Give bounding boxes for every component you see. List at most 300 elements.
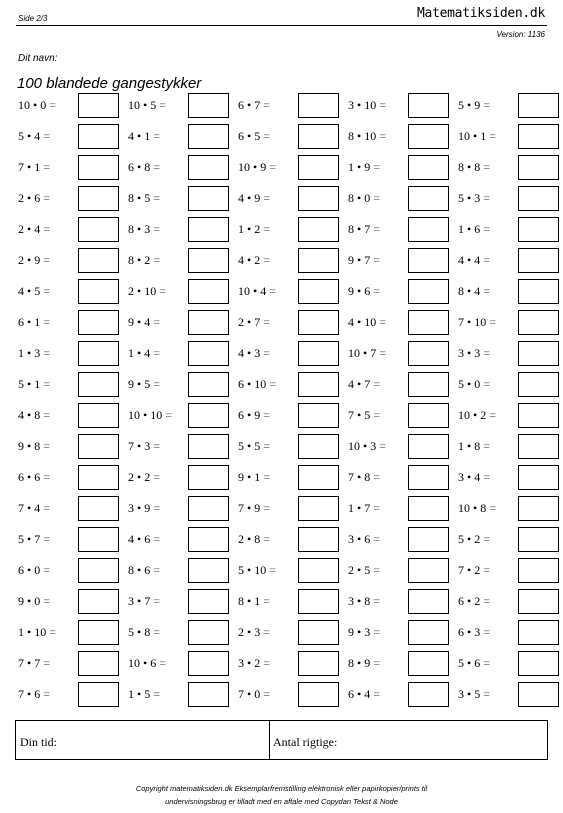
answer-box[interactable] [518, 155, 559, 180]
answer-box[interactable] [78, 403, 119, 428]
equals-sign: = [373, 532, 380, 546]
equals-sign: = [263, 439, 270, 453]
problem-text: 4 • 7 [348, 377, 371, 391]
equals-sign: = [263, 687, 270, 701]
equals-sign: = [43, 377, 50, 391]
equals-sign: = [263, 656, 270, 670]
equals-sign: = [43, 563, 50, 577]
problem-text: 8 • 6 [128, 563, 151, 577]
answer-box[interactable] [298, 527, 339, 552]
problem-expression [238, 253, 270, 268]
problem-text: 6 • 6 [18, 470, 41, 484]
problem-text: 4 • 10 [348, 315, 377, 329]
answer-box[interactable] [188, 217, 229, 242]
answer-box[interactable] [188, 279, 229, 304]
problem-expression [238, 222, 270, 237]
answer-box[interactable] [78, 186, 119, 211]
problem-expression [18, 98, 56, 113]
problem-text: 5 • 9 [458, 98, 481, 112]
equals-sign: = [153, 439, 160, 453]
problem-text: 10 • 0 [18, 98, 47, 112]
problem-expression [18, 594, 50, 609]
problem-expression [128, 408, 172, 423]
equals-sign: = [373, 625, 380, 639]
equals-sign: = [43, 129, 50, 143]
answer-box[interactable] [298, 279, 339, 304]
problem-expression [458, 594, 490, 609]
problem-expression [18, 377, 50, 392]
problem-text: 9 • 6 [348, 284, 371, 298]
problem-text: 6 • 9 [238, 408, 261, 422]
equals-sign: = [153, 594, 160, 608]
equals-sign: = [153, 532, 160, 546]
answer-box[interactable] [188, 248, 229, 273]
problem-expression [238, 532, 270, 547]
answer-box[interactable] [408, 558, 449, 583]
answer-box[interactable] [518, 124, 559, 149]
problem-expression [238, 377, 276, 392]
problem-text: 5 • 5 [238, 439, 261, 453]
problem-text: 3 • 6 [348, 532, 371, 546]
problem-expression [18, 222, 50, 237]
answer-box[interactable] [408, 124, 449, 149]
answer-box[interactable] [298, 434, 339, 459]
answer-box[interactable] [298, 93, 339, 118]
problem-expression [18, 129, 50, 144]
problem-text: 7 • 10 [458, 315, 487, 329]
answer-box[interactable] [188, 310, 229, 335]
page-label: Side 2/3 [18, 14, 48, 23]
copyright-line-2: undervisningsbrug er tilladt med en aftale med Copydan Tekst & Node [165, 797, 398, 806]
answer-box[interactable] [408, 310, 449, 335]
problem-text: 2 • 8 [238, 532, 261, 546]
problem-text: 10 • 7 [348, 346, 377, 360]
problem-expression [18, 284, 50, 299]
equals-sign: = [373, 253, 380, 267]
problem-text: 1 • 3 [18, 346, 41, 360]
problem-expression [458, 315, 496, 330]
equals-sign: = [483, 284, 490, 298]
problem-text: 6 • 0 [18, 563, 41, 577]
problem-text: 5 • 6 [458, 656, 481, 670]
problem-expression [348, 160, 380, 175]
problem-expression [128, 625, 160, 640]
equals-sign: = [373, 563, 380, 577]
problem-text: 9 • 0 [18, 594, 41, 608]
problem-text: 8 • 10 [348, 129, 377, 143]
problem-text: 10 • 10 [128, 408, 163, 422]
problem-expression [458, 191, 490, 206]
problem-text: 1 • 6 [458, 222, 481, 236]
equals-sign: = [153, 222, 160, 236]
problem-text: 4 • 2 [238, 253, 261, 267]
answer-box[interactable] [188, 620, 229, 645]
equals-sign: = [373, 377, 380, 391]
problem-text: 7 • 8 [348, 470, 371, 484]
answer-box[interactable] [78, 651, 119, 676]
problem-expression [238, 408, 270, 423]
equals-sign: = [373, 160, 380, 174]
answer-box[interactable] [298, 341, 339, 366]
answer-box[interactable] [518, 527, 559, 552]
problem-text: 8 • 4 [458, 284, 481, 298]
problem-text: 4 • 8 [18, 408, 41, 422]
problem-text: 4 • 9 [238, 191, 261, 205]
problem-text: 10 • 3 [348, 439, 377, 453]
answer-box[interactable] [78, 527, 119, 552]
problem-text: 6 • 7 [238, 98, 261, 112]
problem-text: 2 • 3 [238, 625, 261, 639]
answer-box[interactable] [78, 155, 119, 180]
problem-expression [348, 253, 380, 268]
answer-box[interactable] [518, 403, 559, 428]
answer-box[interactable] [298, 248, 339, 273]
problem-text: 3 • 5 [458, 687, 481, 701]
answer-box[interactable] [188, 496, 229, 521]
answer-box[interactable] [78, 558, 119, 583]
answer-box[interactable] [518, 620, 559, 645]
problem-text: 2 • 4 [18, 222, 41, 236]
problem-expression [348, 98, 386, 113]
answer-box[interactable] [408, 496, 449, 521]
answer-box[interactable] [518, 248, 559, 273]
problem-text: 2 • 7 [238, 315, 261, 329]
problem-expression [238, 656, 270, 671]
answer-box[interactable] [188, 372, 229, 397]
answer-box[interactable] [518, 589, 559, 614]
problem-expression [128, 222, 160, 237]
answer-box[interactable] [78, 124, 119, 149]
answer-box[interactable] [298, 465, 339, 490]
answer-box[interactable] [188, 186, 229, 211]
answer-box[interactable] [408, 155, 449, 180]
answer-box[interactable] [408, 403, 449, 428]
answer-box[interactable] [188, 341, 229, 366]
answer-box[interactable] [188, 682, 229, 707]
problem-text: 8 • 9 [348, 656, 371, 670]
answer-box[interactable] [298, 620, 339, 645]
problem-text: 7 • 1 [18, 160, 41, 174]
equals-sign: = [269, 377, 276, 391]
equals-sign: = [263, 346, 270, 360]
name-label: Dit navn: [18, 53, 58, 64]
answer-box[interactable] [298, 682, 339, 707]
problem-text: 8 • 1 [238, 594, 261, 608]
problem-text: 2 • 10 [128, 284, 157, 298]
answer-box[interactable] [78, 310, 119, 335]
problem-expression [238, 346, 270, 361]
answer-box[interactable] [408, 620, 449, 645]
problem-text: 3 • 4 [458, 470, 481, 484]
answer-box[interactable] [78, 93, 119, 118]
answer-box[interactable] [78, 341, 119, 366]
equals-sign: = [43, 160, 50, 174]
problem-expression [458, 129, 496, 144]
problem-text: 5 • 4 [18, 129, 41, 143]
answer-box[interactable] [188, 558, 229, 583]
problem-expression [18, 315, 50, 330]
answer-box[interactable] [408, 465, 449, 490]
problem-expression [238, 687, 270, 702]
problem-text: 10 • 5 [128, 98, 157, 112]
answer-box[interactable] [518, 217, 559, 242]
problem-text: 8 • 5 [128, 191, 151, 205]
problem-expression [18, 532, 50, 547]
equals-sign: = [43, 594, 50, 608]
equals-sign: = [263, 501, 270, 515]
problem-expression [458, 656, 490, 671]
answer-box[interactable] [518, 341, 559, 366]
problem-text: 9 • 7 [348, 253, 371, 267]
answer-box[interactable] [518, 465, 559, 490]
equals-sign: = [373, 594, 380, 608]
equals-sign: = [165, 408, 172, 422]
problem-expression [238, 501, 270, 516]
answer-box[interactable] [408, 589, 449, 614]
answer-box[interactable] [298, 372, 339, 397]
answer-box[interactable] [298, 558, 339, 583]
problem-text: 3 • 2 [238, 656, 261, 670]
answer-box[interactable] [78, 589, 119, 614]
answer-box[interactable] [408, 217, 449, 242]
problem-expression [458, 687, 490, 702]
equals-sign: = [263, 98, 270, 112]
equals-sign: = [373, 687, 380, 701]
equals-sign: = [153, 315, 160, 329]
answer-box[interactable] [408, 248, 449, 273]
answer-box[interactable] [518, 186, 559, 211]
answer-box[interactable] [78, 372, 119, 397]
problem-expression [238, 563, 276, 578]
equals-sign: = [483, 439, 490, 453]
problem-expression [18, 687, 50, 702]
equals-sign: = [263, 222, 270, 236]
answer-box[interactable] [188, 93, 229, 118]
answer-box[interactable] [78, 279, 119, 304]
equals-sign: = [43, 439, 50, 453]
answer-box[interactable] [298, 217, 339, 242]
equals-sign: = [483, 346, 490, 360]
problem-expression [238, 129, 270, 144]
answer-box[interactable] [408, 279, 449, 304]
equals-sign: = [373, 284, 380, 298]
equals-sign: = [153, 129, 160, 143]
problem-text: 6 • 1 [18, 315, 41, 329]
equals-sign: = [43, 408, 50, 422]
problem-expression [238, 439, 270, 454]
answer-box[interactable] [518, 558, 559, 583]
equals-sign: = [159, 656, 166, 670]
problem-expression [348, 346, 386, 361]
answer-box[interactable] [408, 682, 449, 707]
answer-box[interactable] [518, 496, 559, 521]
answer-box[interactable] [298, 496, 339, 521]
equals-sign: = [153, 346, 160, 360]
problem-expression [128, 284, 166, 299]
equals-sign: = [153, 687, 160, 701]
problem-text: 4 • 3 [238, 346, 261, 360]
problem-expression [458, 408, 496, 423]
answer-box[interactable] [78, 434, 119, 459]
answer-box[interactable] [408, 527, 449, 552]
problem-expression [128, 160, 160, 175]
problem-text: 8 • 0 [348, 191, 371, 205]
bottom-divider [269, 721, 270, 759]
problem-text: 2 • 9 [18, 253, 41, 267]
problem-expression [238, 284, 276, 299]
answer-box[interactable] [188, 124, 229, 149]
equals-sign: = [263, 129, 270, 143]
equals-sign: = [483, 377, 490, 391]
problem-expression [128, 129, 160, 144]
problem-text: 3 • 8 [348, 594, 371, 608]
answer-box[interactable] [298, 124, 339, 149]
answer-box[interactable] [78, 465, 119, 490]
equals-sign: = [263, 470, 270, 484]
answer-box[interactable] [518, 682, 559, 707]
equals-sign: = [483, 222, 490, 236]
answer-box[interactable] [408, 372, 449, 397]
problem-text: 5 • 10 [238, 563, 267, 577]
problem-expression [348, 408, 380, 423]
equals-sign: = [379, 315, 386, 329]
answer-box[interactable] [518, 651, 559, 676]
problem-expression [348, 501, 380, 516]
problem-expression [348, 439, 386, 454]
answer-box[interactable] [298, 403, 339, 428]
problem-text: 10 • 1 [458, 129, 487, 143]
problem-text: 9 • 8 [18, 439, 41, 453]
problem-text: 5 • 3 [458, 191, 481, 205]
problem-text: 6 • 10 [238, 377, 267, 391]
answer-box[interactable] [298, 651, 339, 676]
answer-box[interactable] [188, 465, 229, 490]
equals-sign: = [483, 625, 490, 639]
equals-sign: = [483, 98, 490, 112]
problem-text: 9 • 5 [128, 377, 151, 391]
equals-sign: = [263, 625, 270, 639]
problem-text: 7 • 4 [18, 501, 41, 515]
problem-expression [348, 315, 386, 330]
equals-sign: = [153, 563, 160, 577]
problem-text: 5 • 8 [128, 625, 151, 639]
problem-expression [348, 594, 380, 609]
answer-box[interactable] [78, 217, 119, 242]
equals-sign: = [49, 625, 56, 639]
answer-box[interactable] [188, 434, 229, 459]
problem-expression [18, 563, 50, 578]
equals-sign: = [153, 253, 160, 267]
answer-box[interactable] [518, 93, 559, 118]
answer-box[interactable] [188, 651, 229, 676]
problem-expression [18, 253, 50, 268]
equals-sign: = [379, 129, 386, 143]
problem-expression [128, 470, 160, 485]
time-label: Din tid: [20, 735, 58, 749]
problem-text: 1 • 7 [348, 501, 371, 515]
problem-text: 8 • 7 [348, 222, 371, 236]
equals-sign: = [269, 563, 276, 577]
equals-sign: = [43, 191, 50, 205]
problem-expression [458, 563, 490, 578]
answer-box[interactable] [78, 248, 119, 273]
equals-sign: = [489, 501, 496, 515]
answer-box[interactable] [408, 186, 449, 211]
equals-sign: = [43, 315, 50, 329]
answer-box[interactable] [518, 372, 559, 397]
answer-box[interactable] [188, 527, 229, 552]
answer-box[interactable] [408, 93, 449, 118]
answer-box[interactable] [408, 341, 449, 366]
answer-box[interactable] [188, 589, 229, 614]
answer-box[interactable] [518, 310, 559, 335]
problem-text: 4 • 1 [128, 129, 151, 143]
problem-text: 1 • 4 [128, 346, 151, 360]
problem-expression [348, 625, 380, 640]
answer-box[interactable] [408, 651, 449, 676]
answer-box[interactable] [518, 434, 559, 459]
problem-text: 1 • 9 [348, 160, 371, 174]
answer-box[interactable] [188, 155, 229, 180]
answer-box[interactable] [408, 434, 449, 459]
problem-text: 7 • 7 [18, 656, 41, 670]
problem-expression [458, 284, 490, 299]
equals-sign: = [153, 625, 160, 639]
equals-sign: = [379, 98, 386, 112]
equals-sign: = [373, 408, 380, 422]
answer-box[interactable] [78, 496, 119, 521]
problem-text: 9 • 3 [348, 625, 371, 639]
problem-expression [238, 594, 270, 609]
equals-sign: = [43, 501, 50, 515]
problem-text: 7 • 6 [18, 687, 41, 701]
answer-box[interactable] [188, 403, 229, 428]
answer-box[interactable] [298, 155, 339, 180]
equals-sign: = [263, 594, 270, 608]
problem-expression [238, 160, 276, 175]
problem-expression [128, 98, 166, 113]
equals-sign: = [379, 346, 386, 360]
problem-text: 6 • 2 [458, 594, 481, 608]
answer-box[interactable] [298, 310, 339, 335]
equals-sign: = [483, 656, 490, 670]
problem-text: 1 • 8 [458, 439, 481, 453]
equals-sign: = [483, 594, 490, 608]
answer-box[interactable] [78, 682, 119, 707]
equals-sign: = [483, 191, 490, 205]
answer-box[interactable] [78, 620, 119, 645]
problem-expression [348, 656, 380, 671]
equals-sign: = [159, 284, 166, 298]
correct-count-label: Antal rigtige: [273, 735, 338, 749]
answer-box[interactable] [298, 186, 339, 211]
equals-sign: = [263, 408, 270, 422]
answer-box[interactable] [518, 279, 559, 304]
problem-expression [18, 470, 50, 485]
header-rule [16, 25, 547, 26]
version-label: Version: 1136 [496, 30, 545, 39]
equals-sign: = [489, 408, 496, 422]
brand-logo: Matematiksiden.dk [417, 6, 545, 21]
equals-sign: = [153, 160, 160, 174]
equals-sign: = [153, 191, 160, 205]
problem-text: 10 • 2 [458, 408, 487, 422]
equals-sign: = [43, 470, 50, 484]
answer-box[interactable] [298, 589, 339, 614]
problem-text: 6 • 4 [348, 687, 371, 701]
problem-expression [18, 160, 50, 175]
equals-sign: = [263, 532, 270, 546]
